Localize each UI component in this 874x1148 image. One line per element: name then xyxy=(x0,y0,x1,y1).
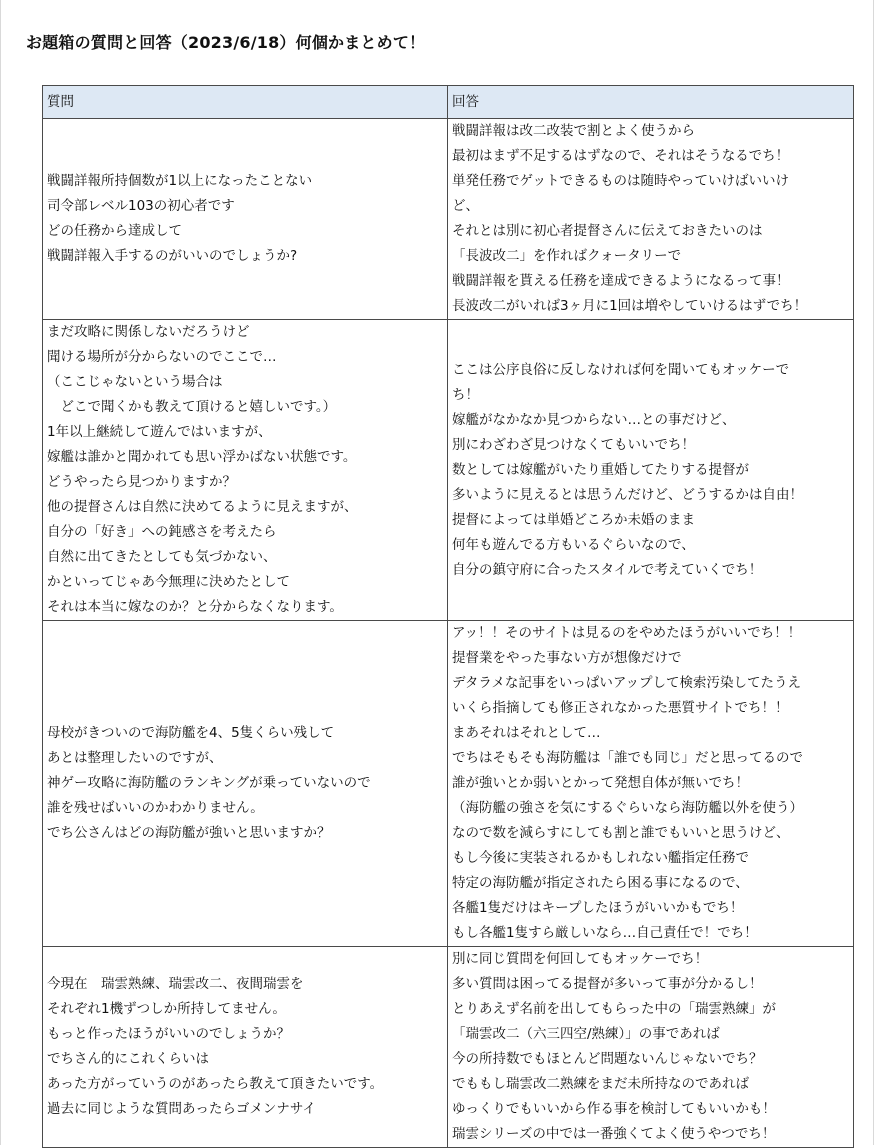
column-header-answer: 回答 xyxy=(448,86,854,119)
answer-line: 「瑞雲改二（六三四空/熟練）」の事であれば xyxy=(452,1026,720,1042)
question-line: 今現在 瑞雲熟練、瑞雲改二、夜間瑞雲を xyxy=(47,976,304,992)
answer-line: 瑞雲シリーズの中では一番強くてよく使うやつでち！ xyxy=(452,1126,776,1142)
question-cell xyxy=(43,119,448,320)
question-line: 嫁艦は誰かと聞かれても思い浮かばない状態です。 xyxy=(47,449,357,465)
answer-line: ち！ xyxy=(452,386,479,403)
question-line: かといってじゃあ今無理に決めたとして xyxy=(47,574,290,590)
question-line: あとは整理したいのですが、 xyxy=(47,750,223,766)
question-cell xyxy=(43,947,448,1148)
answer-line: まあそれはそれとして… xyxy=(452,725,601,741)
answer-line: （海防艦の強さを気にするぐらいなら海防艦以外を使う） xyxy=(452,800,803,816)
question-line: 他の提督さんは自然に決めてるように見えますが、 xyxy=(47,499,358,515)
qa-table-body xyxy=(43,119,854,1148)
answer-line: 数としては嫁艦がいたり重婚してたりする提督が xyxy=(452,461,749,478)
table-row xyxy=(43,320,854,621)
answer-line: 今の所持数でもほとんど問題ないんじゃないでち？ xyxy=(452,1051,763,1067)
table-row xyxy=(43,119,854,320)
question-line: 1年以上継続して遊んではいますが、 xyxy=(47,424,272,440)
answer-line: とりあえず名前を出してもらった中の「瑞雲熟練」が xyxy=(452,1001,776,1017)
answer-line: 戦闘詳報を貰える任務を達成できるようになるって事！ xyxy=(452,273,790,289)
answer-line: 別にわざわざ見つけなくてもいいでち！ xyxy=(452,436,695,453)
answer-line: もし各艦1隻すら厳しいなら…自己責任で！でち！ xyxy=(452,925,758,941)
table-header-row xyxy=(43,86,854,119)
answer-line: デタラメな記事をいっぱいアップして検索汚染してたうえ xyxy=(452,675,801,691)
page-frame-left xyxy=(0,0,1,1145)
answer-line: なので数を減らすにしても割と誰でもいいと思うけど、 xyxy=(452,825,790,841)
page-title: お題箱の質問と回答（2023/6/18）何個かまとめて！ xyxy=(26,33,426,52)
question-line: 司令部レベル103の初心者です xyxy=(47,198,235,214)
answer-line: 各艦1隻だけはキープしたほうがいいかもでち！ xyxy=(452,900,744,916)
question-line: 聞ける場所が分からないのでここで… xyxy=(47,349,277,365)
question-cell xyxy=(43,320,448,621)
table-row xyxy=(43,621,854,947)
answer-line: 長波改二がいれば3ヶ月に1回は増やしていけるはずでち！ xyxy=(452,298,808,314)
question-line: 自然に出てきたとしても気づかない、 xyxy=(47,549,277,565)
answer-line: 誰が強いとか弱いとかって発想自体が無いでち！ xyxy=(452,775,749,791)
answer-line: 「長波改二」を作ればクォータリーで xyxy=(452,248,682,264)
answer-line: 何年も遊んでる方もいるぐらいなので、 xyxy=(452,536,695,553)
question-line: あった方がっていうのがあったら教えて頂きたいです。 xyxy=(47,1076,384,1092)
question-line: 戦闘詳報入手するのがいいのでしょうか? xyxy=(47,248,298,264)
question-line: 神ゲー攻略に海防艦のランキングが乗っていないので xyxy=(47,775,371,791)
question-line: どうやったら見つかりますか？ xyxy=(47,474,236,490)
question-cell xyxy=(43,621,448,947)
column-header-question: 質問 xyxy=(43,86,448,119)
answer-line: ここは公序良俗に反しなければ何を聞いてもオッケーで xyxy=(452,361,790,378)
question-line: それは本当に嫁なのか？と分からなくなります。 xyxy=(47,599,343,615)
answer-line: アッ！！そのサイトは見るのをやめたほうがいいでち！！ xyxy=(452,625,802,641)
question-line: 誰を残せばいいのかわかりません。 xyxy=(47,800,264,816)
answer-line: ど、 xyxy=(452,198,479,214)
answer-line: それとは別に初心者提督さんに伝えておきたいのは xyxy=(452,223,763,239)
answer-cell xyxy=(448,119,854,320)
answer-cell xyxy=(448,621,854,947)
answer-line: 嫁艦がなかなか見つからない…との事だけど、 xyxy=(452,411,736,428)
answer-cell xyxy=(448,947,854,1148)
answer-line: 別に同じ質問を何回してもオッケーでち！ xyxy=(452,951,709,967)
question-line: 母校がきついので海防艦を4、5隻くらい残して xyxy=(47,725,335,741)
answer-line: 多い質問は困ってる提督が多いって事が分かるし！ xyxy=(452,976,763,992)
answer-line: もし今後に実装されるかもしれない艦指定任務で xyxy=(452,850,749,866)
question-line: 自分の「好き」への鈍感さを考えたら xyxy=(47,524,277,540)
answer-line: ゆっくりでもいいから作る事を検討してもいいかも！ xyxy=(452,1101,776,1117)
answer-line: 提督業をやった事ない方が想像だけで xyxy=(452,650,682,666)
question-line: もっと作ったほうがいいのでしょうか？ xyxy=(47,1026,290,1042)
answer-line: 多いように見えるとは思うんだけど、どうするかは自由！ xyxy=(452,486,803,503)
answer-line: 特定の海防艦が指定されたら困る事になるので、 xyxy=(452,875,749,891)
answer-line: 提督によっては単婚どころか未婚のまま xyxy=(452,511,695,528)
answer-line: いくら指摘しても修正されなかった悪質サイトでち！！ xyxy=(452,700,789,716)
answer-line: 自分の鎮守府に合ったスタイルで考えていくでち！ xyxy=(452,561,763,578)
question-line: でち公さんはどの海防艦が強いと思いますか？ xyxy=(47,825,331,841)
question-line: （ここじゃないという場合は xyxy=(47,374,223,390)
question-line: それぞれ1機ずつしか所持してません。 xyxy=(47,1001,286,1017)
answer-line: 単発任務でゲットできるものは随時やっていけばいいけ xyxy=(452,173,789,189)
qa-table xyxy=(42,85,854,1148)
answer-line: でももし瑞雲改二熟練をまだ未所持なのであれば xyxy=(452,1076,749,1092)
table-row xyxy=(43,947,854,1148)
question-line: 過去に同じような質問あったらゴメンナサイ xyxy=(47,1101,316,1117)
answer-line: 最初はまず不足するはずなので、それはそうなるでち！ xyxy=(452,148,790,164)
answer-line: でちはそもそも海防艦は「誰でも同じ」だと思ってるので xyxy=(452,750,803,766)
question-line: どの任務から達成して xyxy=(47,223,182,239)
question-line: でちさん的にこれくらいは xyxy=(47,1051,209,1067)
question-line: どこで聞くかも教えて頂けると嬉しいです。） xyxy=(47,399,337,415)
question-line: 戦闘詳報所持個数が1以上になったことない xyxy=(47,173,313,189)
answer-cell xyxy=(448,320,854,621)
answer-line: 戦闘詳報は改二改装で割とよく使うから xyxy=(452,123,695,139)
question-line: まだ攻略に関係しないだろうけど xyxy=(47,324,250,340)
